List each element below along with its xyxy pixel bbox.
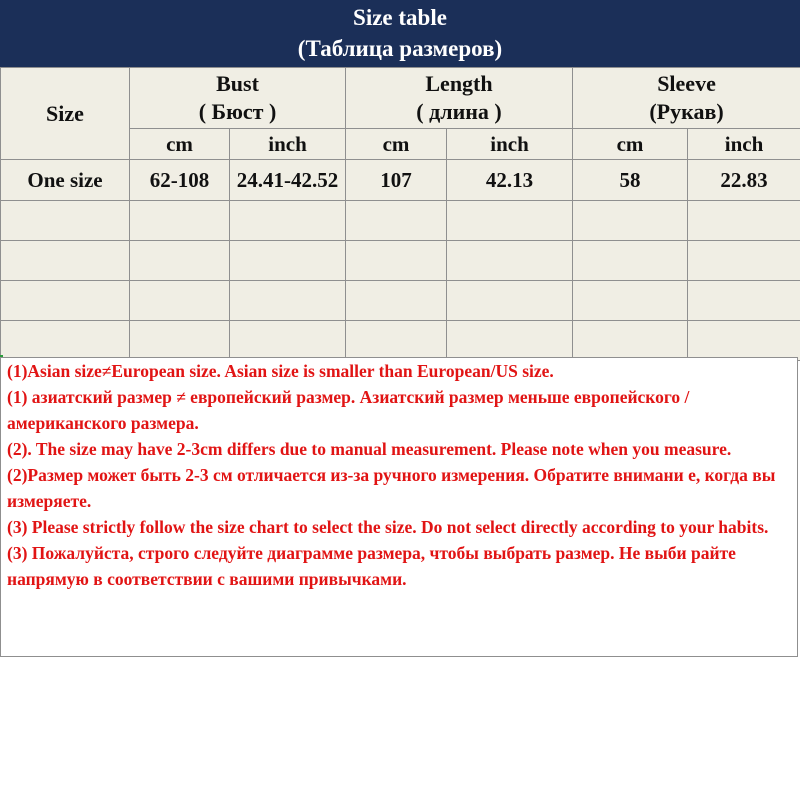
note-line: (3) Пожалуйста, строго следуйте диаграмме размера, чтобы выбрать размер. Не выби райте напрямую в соответствии с вашими привычками. [7,543,736,589]
value-cell: 22.83 [688,160,800,201]
note-line: (1) азиатский размер ≠ европейский размер. Азиатский размер меньше европейского / американского размера. [7,387,690,433]
size-table [0,67,800,361]
group-name-ru: ( длина ) [416,99,502,124]
group-name: Length [425,71,493,96]
group-name-ru: ( Бюст ) [198,99,277,124]
note-line: (2)Размер может быть 2-3 см отличается из-за ручного измерения. Обратите внимани е, когда вы измеряете. [7,465,776,511]
size-cell: One size [1,160,130,201]
empty-row [1,201,800,241]
unit-header: inch [230,129,346,160]
empty-row [1,241,800,281]
group-name: Bust [216,71,259,96]
group-header-length [346,68,573,129]
group-name: Sleeve [657,71,716,96]
note-line: (1)Asian size≠European size. Asian size is smaller than European/US size. [7,361,554,381]
value-cell: 24.41-42.52 [230,160,346,201]
empty-row [1,281,800,321]
value-cell: 58 [573,160,688,201]
notes-box [0,357,798,657]
size-header: Size [1,68,130,160]
unit-header: cm [130,129,230,160]
title-russian: (Таблица размеров) [297,36,503,61]
group-name-ru: (Рукав) [649,99,724,124]
table-row [1,160,800,201]
title-english: Size table [353,5,447,30]
value-cell: 62-108 [130,160,230,201]
note-line: (3) Please strictly follow the size chart to select the size. Do not select directly according to your habits. [7,517,769,537]
title-banner [0,0,800,67]
unit-header: inch [447,129,573,160]
group-header-sleeve [573,68,800,129]
note-line: (2). The size may have 2-3cm differs due to manual measurement. Please note when you measure. [7,439,732,459]
unit-header: inch [688,129,800,160]
unit-header: cm [346,129,447,160]
group-header-bust [130,68,346,129]
value-cell: 107 [346,160,447,201]
empty-row [1,321,800,361]
unit-header: cm [573,129,688,160]
value-cell: 42.13 [447,160,573,201]
